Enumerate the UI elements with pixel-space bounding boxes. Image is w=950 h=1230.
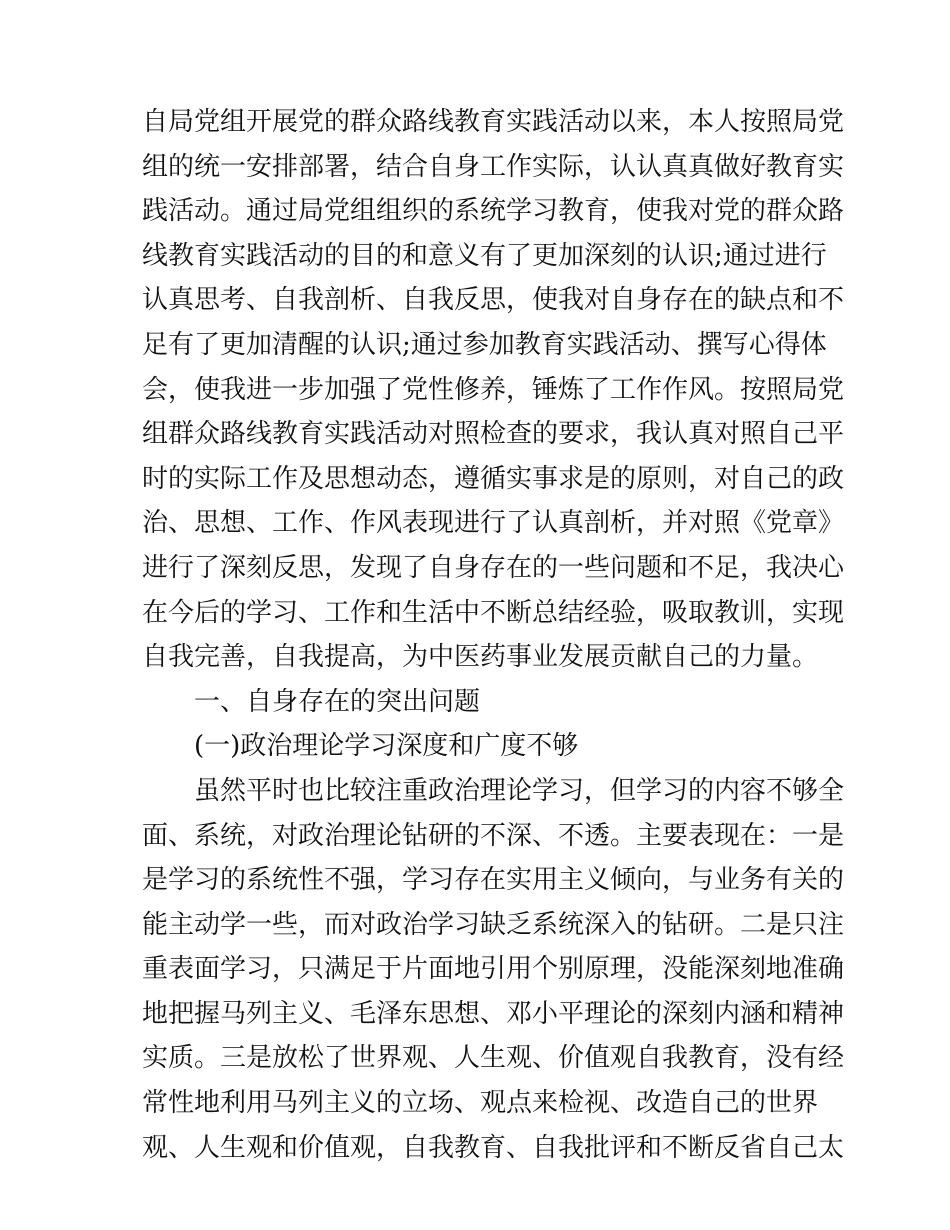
paragraph-line: 进行了深刻反思，发现了自身存在的一些问题和不足，我决心 bbox=[142, 552, 845, 583]
body-paragraph bbox=[142, 769, 845, 1170]
section-heading: 一、自身存在的突出问题 bbox=[194, 686, 481, 717]
document-body bbox=[142, 100, 845, 1170]
paragraph-line: 面、系统，对政治理论钻研的不深、不透。主要表现在：一是 bbox=[142, 820, 845, 851]
paragraph-line: 重表面学习，只满足于片面地引用个别原理，没能深刻地准确 bbox=[142, 954, 845, 985]
paragraph-line: 是学习的系统性不强，学习存在实用主义倾向，与业务有关的 bbox=[142, 865, 845, 896]
paragraph-line: 时的实际工作及思想动态，遵循实事求是的原则，对自己的政 bbox=[142, 463, 845, 494]
paragraph-line: 践活动。通过局党组组织的系统学习教育，使我对党的群众路 bbox=[142, 196, 845, 227]
paragraph-line: 地把握马列主义、毛泽东思想、邓小平理论的深刻内涵和精神 bbox=[142, 998, 845, 1029]
paragraph-line: 治、思想、工作、作风表现进行了认真剖析，并对照《党章》 bbox=[142, 508, 845, 539]
paragraph-line: 自局党组开展党的群众路线教育实践活动以来，本人按照局党 bbox=[142, 107, 845, 137]
intro-paragraph bbox=[142, 100, 845, 680]
paragraph-line: 组群众路线教育实践活动对照检查的要求，我认真对照自己平 bbox=[142, 419, 845, 450]
paragraph-line: 观、人生观和价值观，自我教育、自我批评和不断反省自己太 bbox=[142, 1132, 845, 1163]
paragraph-line: 线教育实践活动的目的和意义有了更加深刻的认识;通过进行 bbox=[142, 240, 827, 271]
paragraph-line: 自我完善，自我提高，为中医药事业发展贡献自己的力量。 bbox=[142, 642, 819, 673]
paragraph-line: 在今后的学习、工作和生活中不断总结经验，吸取教训，实现 bbox=[142, 597, 845, 628]
paragraph-line: 会，使我进一步加强了党性修养，锤炼了工作作风。按照局党 bbox=[142, 374, 845, 405]
paragraph-line: 虽然平时也比较注重政治理论学习，但学习的内容不够全 bbox=[194, 775, 845, 806]
paragraph-line: 组的统一安排部署，结合自身工作实际，认认真真做好教育实 bbox=[142, 151, 845, 182]
paragraph-line: 足有了更加清醒的认识;通过参加教育实践活动、撰写心得体 bbox=[142, 329, 827, 360]
paragraph-line: 常性地利用马列主义的立场、观点来检视、改造自己的世界 bbox=[142, 1088, 819, 1119]
subsection-heading: (一)政治理论学习深度和广度不够 bbox=[194, 731, 579, 762]
paragraph-line: 实质。三是放松了世界观、人生观、价值观自我教育，没有经 bbox=[142, 1043, 845, 1074]
paragraph-line: 能主动学一些，而对政治学习缺乏系统深入的钻研。二是只注 bbox=[142, 909, 845, 940]
paragraph-line: 认真思考、自我剖析、自我反思，使我对自身存在的缺点和不 bbox=[142, 285, 845, 316]
